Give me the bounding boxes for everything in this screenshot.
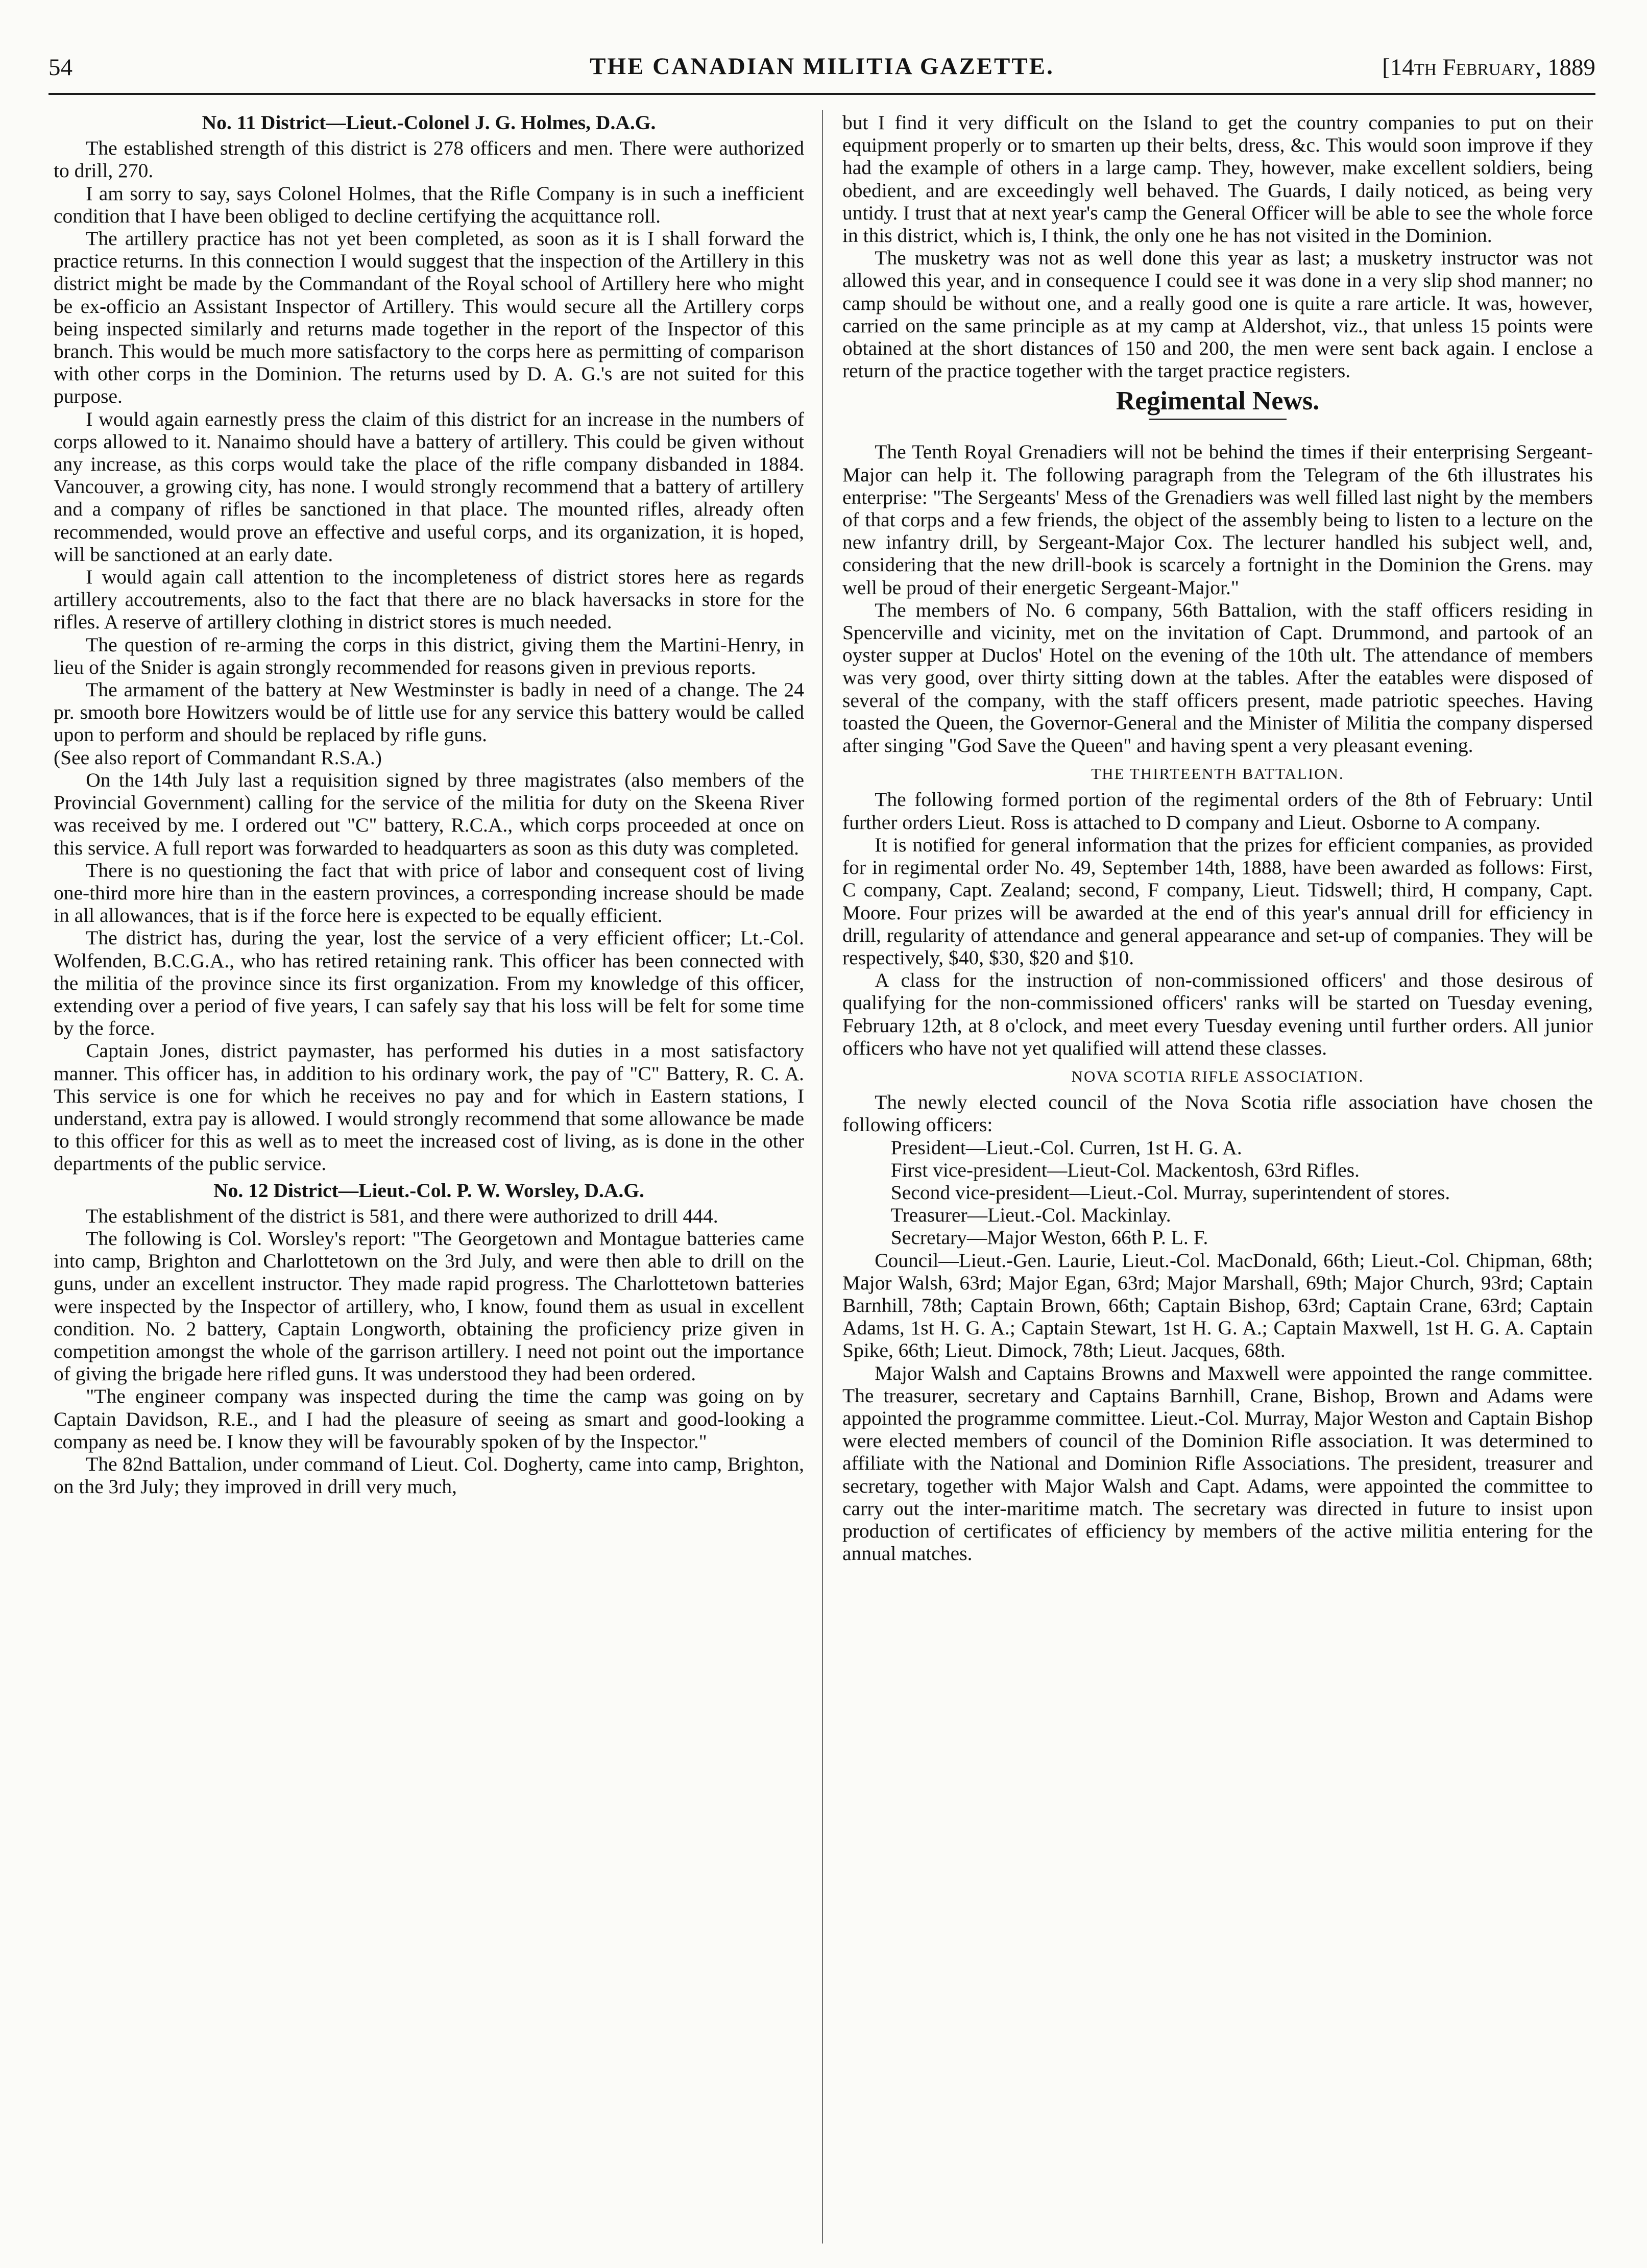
- paragraph: The armament of the battery at New Westminster is badly in need of a change. The 24 pr. smooth bore Howitzers would be of little use for any service this battery would be called upon to perform and should be replaced by rifle guns.: [54, 678, 804, 746]
- officer-item: Treasurer—Lieut.-Col. Mackinlay.: [890, 1204, 1171, 1227]
- paragraph: The established strength of this district is 278 officers and men. There were authorized to drill, 270.: [54, 137, 804, 182]
- paragraph: The artillery practice has not yet been completed, as soon as it is I shall forward the practice returns. In this connection I would suggest that the inspection of the Artillery in this district might be made by the Commandant of the Royal school of Artillery here who might be ex-officio an Assistant Inspector of Artillery. This would secure all the Artillery corps being inspected similarly and returns made together in the report of the Inspector of this branch. This would be much more satisfactory to the corps here as permitting of comparison with other corps in the Dominion. The returns used by D. A. G.'s are not suited for this purpose.: [54, 227, 804, 408]
- paragraph: Captain Jones, district paymaster, has performed his duties in a most satisfactory manner. This officer has, in addition to his ordinary work, the pay of "C" Battery, R. C. A. This service is one for which he receives no pay and for which in Eastern stations, I understand, extra pay is allowed. I would strongly recommend that some allowance be made to this officer for this as well as to meet the increased cost of living, as is done in the other departments of the public service.: [54, 1039, 804, 1175]
- paragraph: There is no questioning the fact that with price of labor and consequent cost of living one-third more hire than in the eastern provinces, a corresponding increase should be made in all allowances, that is if the force here is expected to be equally efficient.: [54, 859, 804, 927]
- paragraph: I am sorry to say, says Colonel Holmes, that the Rifle Company is in such a inefficient condition that I have been obliged to decline certifying the acquittance roll.: [54, 182, 804, 227]
- paragraph: The following formed portion of the regimental orders of the 8th of February: Until further orders Lieut. Ross is attached to D company and Lieut. Osborne to A company.: [842, 788, 1593, 834]
- right-column: [842, 111, 1593, 1565]
- district-12-heading: No. 12 District—Lieut.-Col. P. W. Worsley, D.A.G.: [213, 1179, 644, 1202]
- officer-item: Secretary—Major Weston, 66th P. L. F.: [890, 1226, 1208, 1249]
- paragraph: The members of No. 6 company, 56th Battalion, with the staff officers residing in Spencerville and vicinity, met on the invitation of Capt. Drummond, and partook of an oyster supper at Duclos' Hotel on the evening of the 10th ult. The attendance of members was very good, over thirty sitting down at the tables. After the eatables were disposed of several of the company, with the staff officers present, made patriotic speeches. Having toasted the Queen, the Governor-General and the Minister of Militia the company dispersed after singing "God Save the Queen" and having spent a very pleasant evening.: [842, 598, 1593, 757]
- paragraph: The newly elected council of the Nova Scotia rifle association have chosen the following officers:: [842, 1091, 1593, 1136]
- paragraph: It is notified for general information that the prizes for efficient companies, as provided for in regimental order No. 49, September 14th, 1888, have been awarded as follows: First, C company, Capt. Zealand; second, F company, Lieut. Tidswell; third, H company, Capt. Moore. Four prizes will be awarded at the end of this year's annual drill for efficiency in drill, regularity of attendance and general appearance and set-up of companies. They will be respectively, $40, $30, $20 and $10.: [842, 833, 1593, 969]
- paragraph: but I find it very difficult on the Island to get the country companies to put on their equipment properly or to smarten up their belts, dress, &c. This would soon improve if they had the example of others in a large camp. They, however, make excellent soldiers, being obedient, and are exceedingly well behaved. The Guards, I daily noticed, as being very untidy. I trust that at next year's camp the General Officer will be able to see the whole force in this district, which is, I think, the only one he has not visited in the Dominion.: [842, 111, 1593, 247]
- paragraph: The district has, during the year, lost the service of a very efficient officer; Lt.-Col. Wolfenden, B.C.G.A., who has retired retaining rank. This officer has been connected with the militia of the province since its first organization. From my knowledge of this officer, extending over a period of five years, I can safely say that his loss will be felt for some time by the force.: [54, 926, 804, 1040]
- officer-item: First vice-president—Lieut-Col. Mackentosh, 63rd Rifles.: [890, 1158, 1360, 1181]
- header-rule: [49, 93, 1595, 95]
- paragraph: A class for the instruction of non-commissioned officers' and those desirous of qualifying for the non-commissioned officers' ranks will be started on Tuesday evening, February 12th, at 8 o'clock, and meet every Tuesday evening until further orders. All junior officers who have not yet qualified will attend these classes.: [842, 969, 1593, 1059]
- left-column: [54, 111, 804, 1498]
- district-11-heading: No. 11 District—Lieut.-Colonel J. G. Holmes, D.A.G.: [202, 111, 656, 134]
- nova-scotia-rifle-heading: NOVA SCOTIA RIFLE ASSOCIATION.: [1071, 1067, 1364, 1085]
- paragraph: Major Walsh and Captains Browns and Maxwell were appointed the range committee. The treasurer, secretary and Captains Barnhill, Crane, Bishop, Brown and Adams were appointed the programme committee. Lieut.-Col. Murray, Major Weston and Captain Bishop were elected members of council of the Dominion Rifle association. It was determined to affiliate with the National and Dominion Rifle Associations. The president, treasurer and secretary, together with Major Walsh and Capt. Adams, were appointed the committee to carry out the inter-maritime match. The secretary was directed in future to insist upon production of certificates of efficiency by members of the active militia entering for the annual matches.: [842, 1361, 1593, 1565]
- paragraph: I would again earnestly press the claim of this district for an increase in the numbers of corps allowed to it. Nanaimo should have a battery of artillery. This could be given without any increase, as this corps would take the place of the rifle company disbanded in 1884. Vancouver, a growing city, has none. I would strongly recommend that a battery of artillery and a company of rifles be sanctioned in that place. The mounted rifles, already often recommended, would prove an effective and useful corps, and its organization, it is hoped, will be sanctioned at an early date.: [54, 407, 804, 566]
- paragraph: The question of re-arming the corps in this district, giving them the Martini-Henry, in lieu of the Snider is again strongly recommended for reasons given in previous reports.: [54, 633, 804, 678]
- paragraph: "The engineer company was inspected during the time the camp was going on by Captain Davidson, R.E., and I had the pleasure of seeing as smart and good-looking a company as need be. I know they will be favourably spoken of by the Inspector.": [54, 1385, 804, 1453]
- page-header: [49, 48, 1595, 84]
- regimental-news-banner: Regimental News.: [1116, 386, 1320, 416]
- masthead: THE CANADIAN MILITIA GAZETTE.: [590, 53, 1054, 80]
- paragraph: I would again call attention to the incompleteness of district stores here as regards artillery accoutrements, also to the fact that there are no black haversacks in store for the rifles. A reserve of artillery clothing in district stores is much needed.: [54, 566, 804, 633]
- paragraph: The following is Col. Worsley's report: "The Georgetown and Montague batteries came into camp, Brighton and Charlottetown on the 3rd July, and were then able to drill on the guns, under an excellent instructor. They made rapid progress. The Charlottetown batteries were inspected by the Inspector of artillery, who, I know, found them as usual in excellent condition. No. 2 battery, Captain Longworth, obtaining the proficiency prize given in competition amongst the whole of the garrison artillery. I need not point out the importance of giving the brigade here rifled guns. It was understood they had been ordered.: [54, 1227, 804, 1385]
- paragraph: The Tenth Royal Grenadiers will not be behind the times if their enterprising Sergeant-Major can help it. The following paragraph from the Telegram of the 6th illustrates his enterprise: "The Sergeants' Mess of the Grenadiers was well filled last night by the members of that corps and a few friends, the object of the assembly being to listen to a lecture on the new infantry drill, by Sergeant-Major Cox. The lecturer handled his subject well, and, considering that the new drill-book is scarcely a fortnight in the Dominion the Grens. may well be proud of their energetic Sergeant-Major.": [842, 441, 1593, 599]
- page-number: 54: [49, 54, 72, 81]
- officer-item: President—Lieut.-Col. Curren, 1st H. G. A.: [890, 1136, 1242, 1159]
- thirteenth-battalion-heading: THE THIRTEENTH BATTALION.: [1091, 765, 1344, 783]
- paragraph: The establishment of the district is 581, and there were authorized to drill 444.: [86, 1204, 718, 1227]
- banner-rule: [1149, 419, 1287, 420]
- paragraph: The 82nd Battalion, under command of Lieut. Col. Dogherty, came into camp, Brighton, on the 3rd July; they improved in drill very much,: [54, 1452, 804, 1498]
- paragraph: The musketry was not as well done this year as last; a musketry instructor was not allowed this year, and in consequence I could see it was done in a very slip shod manner; no camp should be without one, and a really good one is quite a rare article. It was, however, carried on the same principle as at my camp at Aldershot, viz., that unless 15 points were obtained at the short distances of 150 and 200, the men were sent back again. I enclose a return of the practice together with the target practice registers.: [842, 247, 1593, 382]
- paragraph: On the 14th July last a requisition signed by three magistrates (also members of the Provincial Government) calling for the service of the militia for duty on the Skeena River was received by me. I ordered out "C" battery, R.C.A., which corps proceeded at once on this service. A full report was forwarded to headquarters as soon as this duty was completed.: [54, 768, 804, 859]
- column-divider: [822, 110, 823, 2243]
- officer-item: Second vice-president—Lieut.-Col. Murray, superintendent of stores.: [890, 1181, 1450, 1204]
- issue-date: [14th February, 1889: [1382, 54, 1595, 81]
- see-also-note: (See also report of Commandant R.S.A.): [54, 746, 382, 769]
- council-list: Council—Lieut.-Gen. Laurie, Lieut.-Col. MacDonald, 66th; Lieut.-Col. Chipman, 68th; Major Walsh, 63rd; Major Egan, 63rd; Major Marshall, 69th; Major Church, 93rd; Captain Barnhill, 78th; Captain Brown, 66th; Captain Bishop, 63rd; Captain Crane, 63rd; Captain Adams, 1st H. G. A.; Captain Stewart, 1st H. G. A.; Captain Maxwell, 1st H. G. A. Captain Spike, 66th; Lieut. Dimock, 78th; Lieut. Jacques, 68th.: [842, 1249, 1593, 1362]
